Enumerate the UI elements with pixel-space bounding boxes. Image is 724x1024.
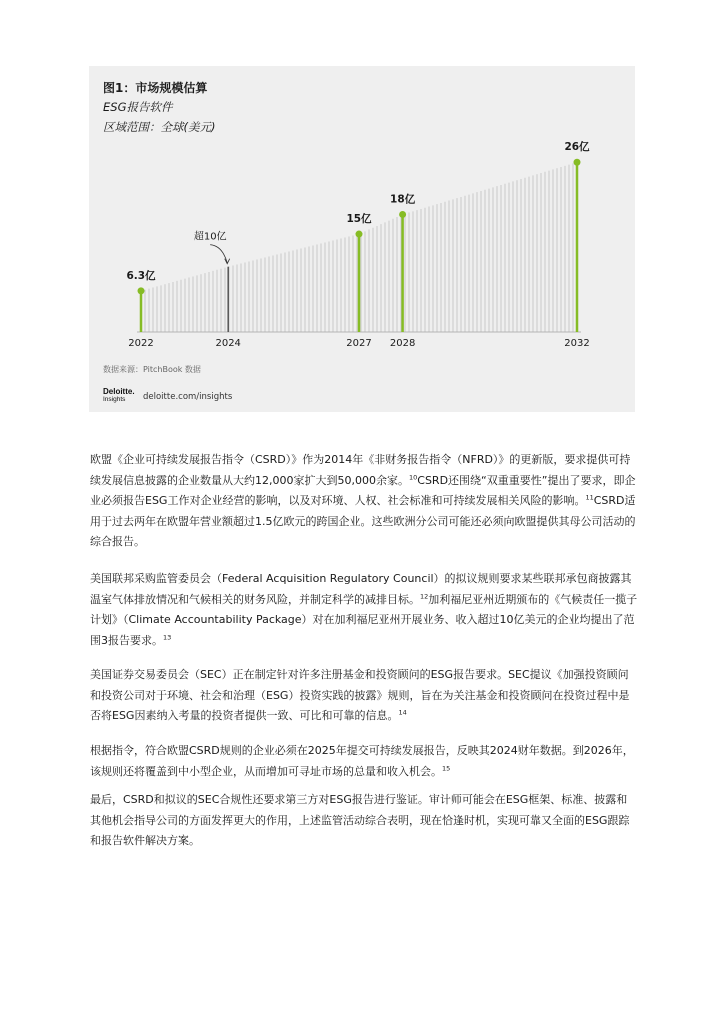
annotation-arrow	[210, 245, 227, 263]
data-label: 超10亿	[193, 231, 227, 243]
paragraph-text: 美国证券交易委员会（SEC）正在制定针对许多注册基金和投资顾问的ESG报告要求。SEC提议《加强投资顾问和投资公司对于环境、社会和治理（ESG）投资实践的披露》规则，旨在为关注基金和投资顾问在投资过程中是否将ESG因素纳入考量的投资者提供一致、可比和可靠的信息。	[90, 668, 630, 722]
x-tick-label: 2027	[346, 338, 372, 349]
paragraph-text: 最后，CSRD和拟议的SEC合规性还要求第三方对ESG报告进行鉴证。审计师可能会在ESG框架、标准、披露和其他机会指导公司的方面发挥更大的作用，上述监管活动综合表明，现在恰逢时机，实现可靠又全面的ESG跟踪和报告软件解决方案。	[90, 793, 630, 847]
figure-title: 图1：市场规模估算	[103, 81, 208, 95]
data-point	[356, 231, 363, 238]
paragraph-text: 根据指令，符合欧盟CSRD规则的企业必须在2025年提交可持续发展报告，反映其2024财年数据。到2026年，该规则还将覆盖到中小型企业，从而增加可寻址市场的总量和收入机会。	[90, 744, 634, 778]
data-point	[399, 211, 406, 218]
footnote-ref: 14	[398, 708, 407, 717]
x-tick-label: 2028	[389, 338, 416, 349]
data-point	[138, 287, 145, 294]
data-point	[574, 159, 581, 166]
market-size-chart	[89, 66, 635, 412]
data-label: 18亿	[390, 193, 416, 206]
data-label: 6.3亿	[126, 269, 156, 282]
annotation-arrowhead	[225, 259, 230, 264]
x-tick-label: 2022	[128, 338, 154, 349]
deloitte-insights-logo	[103, 388, 135, 403]
paragraph-text: 欧盟《企业可持续发展报告指令（CSRD）》作为2014年《非财务报告指令（NFRD）》的更新版，要求提供可持续发展信息披露的企业数量从大约12,000家扩大到50,000余家。	[90, 453, 631, 487]
footnote-ref: 15	[442, 763, 451, 772]
footnote-ref: 10	[408, 472, 418, 481]
paragraph-text: 美国联邦采购监管委员会（Federal Acquisition Regulatory Council）的拟议规则要求某些联邦承包商披露其温室气体排放情况和气候相关的财务风险，并制定科学的减排目标。	[90, 572, 632, 606]
footnote-ref: 12	[420, 591, 429, 600]
paragraph-far-council	[90, 569, 638, 651]
paragraph-text: 加利福尼亚州近期颁布的《气候责任一揽子计划》（Climate Accountability Package）对在加利福尼亚州开展业务、收入超过10亿美元的企业均提出了范围3报告要求。	[90, 592, 638, 647]
figure-region: 区域范围：全球(美元)	[103, 120, 216, 134]
data-label: 15亿	[346, 213, 372, 226]
paragraph-conclusion	[90, 790, 638, 852]
paragraph-text: CSRD还围绕“双重重要性”提出了要求，即企业必须报告ESG工作对企业经营的影响，以及对环境、人权、社会标准和可持续发展相关风险的影响。	[90, 473, 636, 507]
brand-name: Deloitte.	[103, 387, 135, 396]
x-tick-label: 2024	[215, 338, 241, 349]
footnote-ref: 13	[163, 632, 172, 641]
paragraph-text: CSRD适用于过去两年在欧盟年营业额超过1.5亿欧元的跨国企业。这些欧洲分公司可能还必须向欧盟提供其母公司活动的综合报告。	[90, 494, 636, 548]
brand-url[interactable]: deloitte.com/insights	[143, 392, 233, 402]
figure-source: 数据来源：PitchBook 数据	[103, 365, 201, 374]
paragraph-timeline	[90, 741, 638, 782]
paragraph-csrd	[90, 450, 638, 553]
paragraph-sec	[90, 665, 638, 727]
footnote-ref: 11	[585, 493, 594, 502]
brand-sub: Insights	[103, 396, 126, 403]
data-label: 26亿	[564, 141, 590, 154]
figure-subtitle: ESG报告软件	[103, 100, 173, 114]
x-tick-label: 2032	[564, 338, 590, 349]
market-size-figure	[89, 66, 635, 412]
